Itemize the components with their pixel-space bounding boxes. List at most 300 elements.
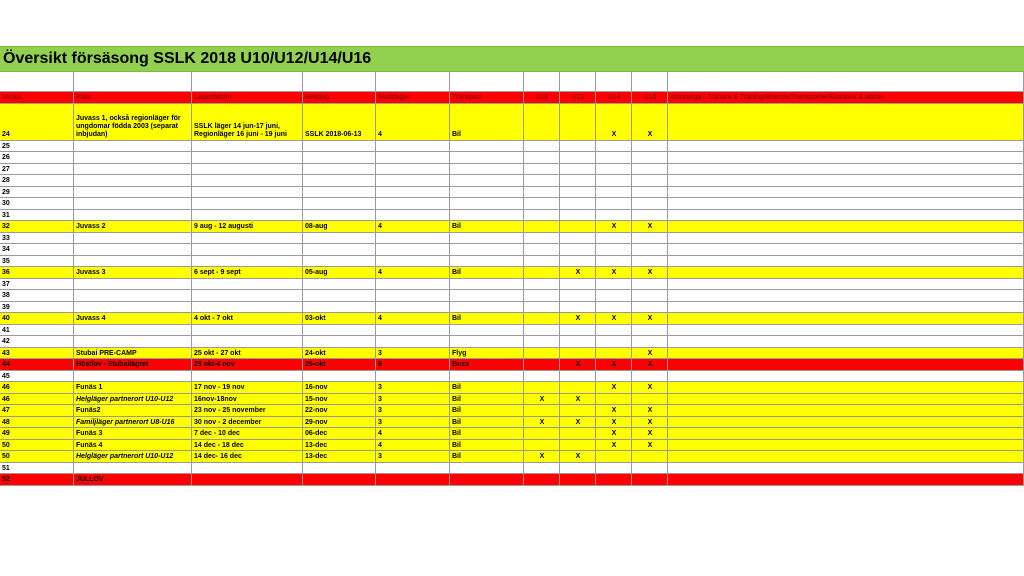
table-cell[interactable]: [74, 210, 192, 222]
table-cell[interactable]: [596, 417, 632, 429]
table-cell[interactable]: [560, 221, 596, 233]
table-cell[interactable]: [303, 348, 376, 360]
table-cell[interactable]: [0, 428, 74, 440]
table-cell[interactable]: [668, 428, 1024, 440]
table-cell[interactable]: [450, 313, 524, 325]
table-cell[interactable]: [303, 463, 376, 475]
table-cell[interactable]: [376, 221, 450, 233]
table-cell[interactable]: [596, 233, 632, 245]
table-cell[interactable]: [74, 405, 192, 417]
table-cell[interactable]: [303, 164, 376, 176]
table-cell[interactable]: [450, 428, 524, 440]
table-cell[interactable]: [524, 417, 560, 429]
table-cell[interactable]: [632, 474, 668, 486]
table-cell[interactable]: [560, 474, 596, 486]
table-cell[interactable]: [596, 256, 632, 268]
table-cell[interactable]: [596, 302, 632, 314]
table-cell[interactable]: [376, 371, 450, 383]
table-cell[interactable]: [376, 428, 450, 440]
table-cell[interactable]: [632, 256, 668, 268]
table-cell[interactable]: [524, 325, 560, 337]
table-cell[interactable]: [450, 187, 524, 199]
table-cell[interactable]: [668, 152, 1024, 164]
table-cell[interactable]: [376, 210, 450, 222]
table-cell[interactable]: [596, 394, 632, 406]
table-cell[interactable]: [376, 152, 450, 164]
table-cell[interactable]: [668, 175, 1024, 187]
table-cell[interactable]: [376, 463, 450, 475]
blank-cell[interactable]: [192, 72, 303, 92]
table-cell[interactable]: [524, 233, 560, 245]
table-cell[interactable]: [524, 428, 560, 440]
table-cell[interactable]: [524, 244, 560, 256]
table-cell[interactable]: [632, 313, 668, 325]
column-header[interactable]: Plats: [74, 92, 192, 104]
table-cell[interactable]: [0, 474, 74, 486]
table-cell[interactable]: [560, 382, 596, 394]
table-cell[interactable]: [560, 141, 596, 153]
table-cell[interactable]: [524, 187, 560, 199]
table-cell[interactable]: [632, 141, 668, 153]
table-cell[interactable]: [632, 210, 668, 222]
table-cell[interactable]: [303, 175, 376, 187]
table-cell[interactable]: [560, 440, 596, 452]
table-cell[interactable]: [560, 313, 596, 325]
table-cell[interactable]: [524, 141, 560, 153]
table-cell[interactable]: [524, 451, 560, 463]
table-cell[interactable]: [0, 336, 74, 348]
table-cell[interactable]: [303, 302, 376, 314]
table-cell[interactable]: [303, 325, 376, 337]
table-cell[interactable]: [192, 104, 303, 141]
table-cell[interactable]: [376, 233, 450, 245]
table-cell[interactable]: [596, 451, 632, 463]
table-cell[interactable]: [303, 104, 376, 141]
column-header[interactable]: Transport: [450, 92, 524, 104]
table-cell[interactable]: [303, 279, 376, 291]
column-header[interactable]: U10: [524, 92, 560, 104]
table-cell[interactable]: [303, 451, 376, 463]
table-cell[interactable]: [303, 152, 376, 164]
table-cell[interactable]: [192, 210, 303, 222]
table-cell[interactable]: [192, 187, 303, 199]
table-cell[interactable]: [450, 141, 524, 153]
table-cell[interactable]: [632, 175, 668, 187]
table-cell[interactable]: [524, 463, 560, 475]
table-cell[interactable]: [74, 221, 192, 233]
table-cell[interactable]: [668, 141, 1024, 153]
table-cell[interactable]: [632, 359, 668, 371]
table-cell[interactable]: [0, 198, 74, 210]
table-cell[interactable]: [668, 440, 1024, 452]
table-cell[interactable]: [560, 302, 596, 314]
table-cell[interactable]: [192, 325, 303, 337]
table-cell[interactable]: [668, 348, 1024, 360]
table-cell[interactable]: [560, 256, 596, 268]
table-cell[interactable]: [303, 290, 376, 302]
table-cell[interactable]: [524, 313, 560, 325]
table-cell[interactable]: [596, 336, 632, 348]
table-cell[interactable]: [450, 210, 524, 222]
table-cell[interactable]: [596, 290, 632, 302]
table-cell[interactable]: [303, 440, 376, 452]
table-cell[interactable]: [560, 175, 596, 187]
table-cell[interactable]: [192, 141, 303, 153]
table-cell[interactable]: [303, 474, 376, 486]
table-cell[interactable]: [596, 359, 632, 371]
table-cell[interactable]: [303, 394, 376, 406]
table-cell[interactable]: [192, 175, 303, 187]
column-header[interactable]: Vecka: [0, 92, 74, 104]
table-cell[interactable]: [0, 233, 74, 245]
table-cell[interactable]: [560, 210, 596, 222]
table-cell[interactable]: [0, 152, 74, 164]
table-cell[interactable]: [596, 325, 632, 337]
table-cell[interactable]: [0, 290, 74, 302]
table-cell[interactable]: [376, 474, 450, 486]
table-cell[interactable]: [632, 244, 668, 256]
table-cell[interactable]: [303, 267, 376, 279]
table-cell[interactable]: [74, 187, 192, 199]
table-cell[interactable]: [632, 348, 668, 360]
table-cell[interactable]: [376, 336, 450, 348]
table-cell[interactable]: [668, 221, 1024, 233]
table-cell[interactable]: [632, 463, 668, 475]
table-cell[interactable]: [376, 440, 450, 452]
blank-cell[interactable]: [450, 72, 524, 92]
table-cell[interactable]: [450, 104, 524, 141]
table-cell[interactable]: [376, 405, 450, 417]
table-cell[interactable]: [0, 405, 74, 417]
column-header[interactable]: U12: [560, 92, 596, 104]
table-cell[interactable]: [192, 359, 303, 371]
table-cell[interactable]: [376, 141, 450, 153]
table-cell[interactable]: [596, 198, 632, 210]
table-cell[interactable]: [376, 313, 450, 325]
table-cell[interactable]: [303, 405, 376, 417]
table-cell[interactable]: [632, 302, 668, 314]
column-header[interactable]: U14: [596, 92, 632, 104]
table-cell[interactable]: [192, 313, 303, 325]
table-cell[interactable]: [524, 382, 560, 394]
table-cell[interactable]: [0, 348, 74, 360]
table-cell[interactable]: [74, 440, 192, 452]
table-cell[interactable]: [560, 463, 596, 475]
table-cell[interactable]: [560, 359, 596, 371]
table-cell[interactable]: [524, 175, 560, 187]
table-cell[interactable]: [524, 359, 560, 371]
table-cell[interactable]: [524, 290, 560, 302]
table-cell[interactable]: [560, 394, 596, 406]
table-cell[interactable]: [192, 474, 303, 486]
table-cell[interactable]: [596, 221, 632, 233]
table-cell[interactable]: [632, 371, 668, 383]
table-cell[interactable]: [192, 417, 303, 429]
table-cell[interactable]: [303, 256, 376, 268]
table-cell[interactable]: [376, 279, 450, 291]
table-cell[interactable]: [560, 152, 596, 164]
table-cell[interactable]: [560, 198, 596, 210]
blank-cell[interactable]: [596, 72, 632, 92]
table-cell[interactable]: [632, 336, 668, 348]
table-cell[interactable]: [74, 394, 192, 406]
blank-cell[interactable]: [668, 72, 1024, 92]
table-cell[interactable]: [668, 104, 1024, 141]
table-cell[interactable]: [376, 164, 450, 176]
table-cell[interactable]: [596, 175, 632, 187]
table-cell[interactable]: [74, 244, 192, 256]
table-cell[interactable]: [668, 279, 1024, 291]
table-cell[interactable]: [74, 451, 192, 463]
table-cell[interactable]: [74, 141, 192, 153]
table-cell[interactable]: [524, 371, 560, 383]
table-cell[interactable]: [524, 152, 560, 164]
table-cell[interactable]: [192, 267, 303, 279]
table-cell[interactable]: [192, 290, 303, 302]
table-cell[interactable]: [596, 428, 632, 440]
blank-cell[interactable]: [376, 72, 450, 92]
column-header[interactable]: Lägerdatum: [192, 92, 303, 104]
table-cell[interactable]: [74, 463, 192, 475]
table-cell[interactable]: [524, 302, 560, 314]
table-cell[interactable]: [0, 175, 74, 187]
table-cell[interactable]: [303, 233, 376, 245]
table-cell[interactable]: [0, 313, 74, 325]
table-cell[interactable]: [74, 428, 192, 440]
table-cell[interactable]: [596, 463, 632, 475]
table-cell[interactable]: [0, 279, 74, 291]
table-cell[interactable]: [524, 210, 560, 222]
table-cell[interactable]: [596, 141, 632, 153]
table-cell[interactable]: [560, 428, 596, 440]
table-cell[interactable]: [74, 336, 192, 348]
table-cell[interactable]: [524, 221, 560, 233]
table-cell[interactable]: [524, 474, 560, 486]
table-cell[interactable]: [192, 164, 303, 176]
table-cell[interactable]: [376, 302, 450, 314]
blank-cell[interactable]: [303, 72, 376, 92]
table-cell[interactable]: [524, 405, 560, 417]
table-cell[interactable]: [0, 141, 74, 153]
table-cell[interactable]: [303, 417, 376, 429]
table-cell[interactable]: [192, 428, 303, 440]
table-cell[interactable]: [596, 440, 632, 452]
table-cell[interactable]: [74, 290, 192, 302]
table-cell[interactable]: [0, 417, 74, 429]
table-cell[interactable]: [192, 336, 303, 348]
table-cell[interactable]: [560, 451, 596, 463]
table-cell[interactable]: [560, 371, 596, 383]
table-cell[interactable]: [632, 187, 668, 199]
table-cell[interactable]: [450, 451, 524, 463]
column-header[interactable]: Skiddagar: [376, 92, 450, 104]
table-cell[interactable]: [450, 279, 524, 291]
table-cell[interactable]: [0, 210, 74, 222]
table-cell[interactable]: [524, 394, 560, 406]
table-cell[interactable]: [596, 267, 632, 279]
table-cell[interactable]: [74, 325, 192, 337]
table-cell[interactable]: [668, 325, 1024, 337]
table-cell[interactable]: [192, 256, 303, 268]
table-cell[interactable]: [303, 382, 376, 394]
table-cell[interactable]: [303, 141, 376, 153]
table-cell[interactable]: [74, 279, 192, 291]
table-cell[interactable]: [450, 417, 524, 429]
table-cell[interactable]: [192, 371, 303, 383]
table-cell[interactable]: [192, 244, 303, 256]
table-cell[interactable]: [632, 428, 668, 440]
table-cell[interactable]: [560, 244, 596, 256]
table-cell[interactable]: [524, 198, 560, 210]
table-cell[interactable]: [560, 187, 596, 199]
table-cell[interactable]: [450, 371, 524, 383]
table-cell[interactable]: [303, 359, 376, 371]
table-cell[interactable]: [0, 267, 74, 279]
table-cell[interactable]: [303, 244, 376, 256]
table-cell[interactable]: [596, 164, 632, 176]
table-cell[interactable]: [668, 256, 1024, 268]
table-cell[interactable]: [376, 348, 450, 360]
table-cell[interactable]: [596, 279, 632, 291]
table-cell[interactable]: [668, 290, 1024, 302]
table-cell[interactable]: [303, 198, 376, 210]
blank-cell[interactable]: [0, 72, 74, 92]
table-cell[interactable]: [192, 382, 303, 394]
table-cell[interactable]: [632, 221, 668, 233]
table-cell[interactable]: [303, 371, 376, 383]
table-cell[interactable]: [450, 290, 524, 302]
table-cell[interactable]: [632, 104, 668, 141]
table-cell[interactable]: [668, 198, 1024, 210]
table-cell[interactable]: [450, 325, 524, 337]
table-cell[interactable]: [596, 104, 632, 141]
table-cell[interactable]: [376, 198, 450, 210]
table-cell[interactable]: [376, 104, 450, 141]
table-cell[interactable]: [192, 198, 303, 210]
table-cell[interactable]: [560, 267, 596, 279]
table-cell[interactable]: [560, 325, 596, 337]
column-header[interactable]: Resdag: [303, 92, 376, 104]
table-cell[interactable]: [303, 210, 376, 222]
table-cell[interactable]: [450, 348, 524, 360]
table-cell[interactable]: [74, 198, 192, 210]
table-cell[interactable]: [74, 256, 192, 268]
table-cell[interactable]: [450, 405, 524, 417]
table-cell[interactable]: [376, 290, 450, 302]
table-cell[interactable]: [74, 302, 192, 314]
table-cell[interactable]: [560, 104, 596, 141]
table-cell[interactable]: [668, 302, 1024, 314]
table-cell[interactable]: [74, 175, 192, 187]
table-cell[interactable]: [74, 267, 192, 279]
table-cell[interactable]: [0, 451, 74, 463]
table-cell[interactable]: [632, 267, 668, 279]
table-cell[interactable]: [303, 221, 376, 233]
table-cell[interactable]: [192, 348, 303, 360]
table-cell[interactable]: [74, 233, 192, 245]
table-cell[interactable]: [632, 279, 668, 291]
table-cell[interactable]: [450, 175, 524, 187]
table-cell[interactable]: [632, 233, 668, 245]
column-header[interactable]: Ansvariga - Tränare & Träning/Boende/Transporter/Ekonomi & admin: [668, 92, 1024, 104]
table-cell[interactable]: [450, 336, 524, 348]
table-cell[interactable]: [560, 279, 596, 291]
table-cell[interactable]: [450, 164, 524, 176]
column-header[interactable]: U16: [632, 92, 668, 104]
table-cell[interactable]: [668, 244, 1024, 256]
blank-cell[interactable]: [524, 72, 560, 92]
table-cell[interactable]: [0, 394, 74, 406]
table-cell[interactable]: [668, 474, 1024, 486]
table-cell[interactable]: [74, 104, 192, 141]
table-cell[interactable]: [668, 336, 1024, 348]
table-cell[interactable]: [303, 187, 376, 199]
table-cell[interactable]: [74, 152, 192, 164]
blank-cell[interactable]: [74, 72, 192, 92]
table-cell[interactable]: [524, 279, 560, 291]
table-cell[interactable]: [632, 325, 668, 337]
table-cell[interactable]: [560, 417, 596, 429]
title-row[interactable]: [0, 46, 1024, 72]
table-cell[interactable]: [376, 187, 450, 199]
table-cell[interactable]: [192, 302, 303, 314]
table-cell[interactable]: [596, 152, 632, 164]
table-cell[interactable]: [632, 152, 668, 164]
table-cell[interactable]: [560, 405, 596, 417]
table-cell[interactable]: [668, 394, 1024, 406]
table-cell[interactable]: [0, 359, 74, 371]
table-cell[interactable]: [376, 394, 450, 406]
table-cell[interactable]: [560, 336, 596, 348]
table-cell[interactable]: [560, 233, 596, 245]
table-cell[interactable]: [560, 290, 596, 302]
table-cell[interactable]: [668, 210, 1024, 222]
table-cell[interactable]: [596, 313, 632, 325]
table-cell[interactable]: [596, 244, 632, 256]
table-cell[interactable]: [596, 405, 632, 417]
table-cell[interactable]: [0, 104, 74, 141]
table-cell[interactable]: [632, 290, 668, 302]
table-cell[interactable]: [524, 104, 560, 141]
table-cell[interactable]: [450, 440, 524, 452]
table-cell[interactable]: [74, 417, 192, 429]
table-cell[interactable]: [450, 233, 524, 245]
table-cell[interactable]: [376, 256, 450, 268]
table-cell[interactable]: [668, 463, 1024, 475]
table-cell[interactable]: [303, 313, 376, 325]
table-cell[interactable]: [668, 233, 1024, 245]
table-cell[interactable]: [524, 256, 560, 268]
table-cell[interactable]: [524, 164, 560, 176]
table-cell[interactable]: [524, 348, 560, 360]
table-cell[interactable]: [0, 463, 74, 475]
table-cell[interactable]: [632, 451, 668, 463]
table-cell[interactable]: [303, 336, 376, 348]
table-cell[interactable]: [450, 267, 524, 279]
table-cell[interactable]: [450, 152, 524, 164]
table-cell[interactable]: [524, 440, 560, 452]
table-cell[interactable]: [0, 371, 74, 383]
table-cell[interactable]: [74, 382, 192, 394]
table-cell[interactable]: [74, 371, 192, 383]
table-cell[interactable]: [668, 164, 1024, 176]
table-cell[interactable]: [376, 325, 450, 337]
table-cell[interactable]: [668, 417, 1024, 429]
table-cell[interactable]: [0, 256, 74, 268]
table-cell[interactable]: [632, 440, 668, 452]
table-cell[interactable]: [0, 244, 74, 256]
table-cell[interactable]: [192, 279, 303, 291]
